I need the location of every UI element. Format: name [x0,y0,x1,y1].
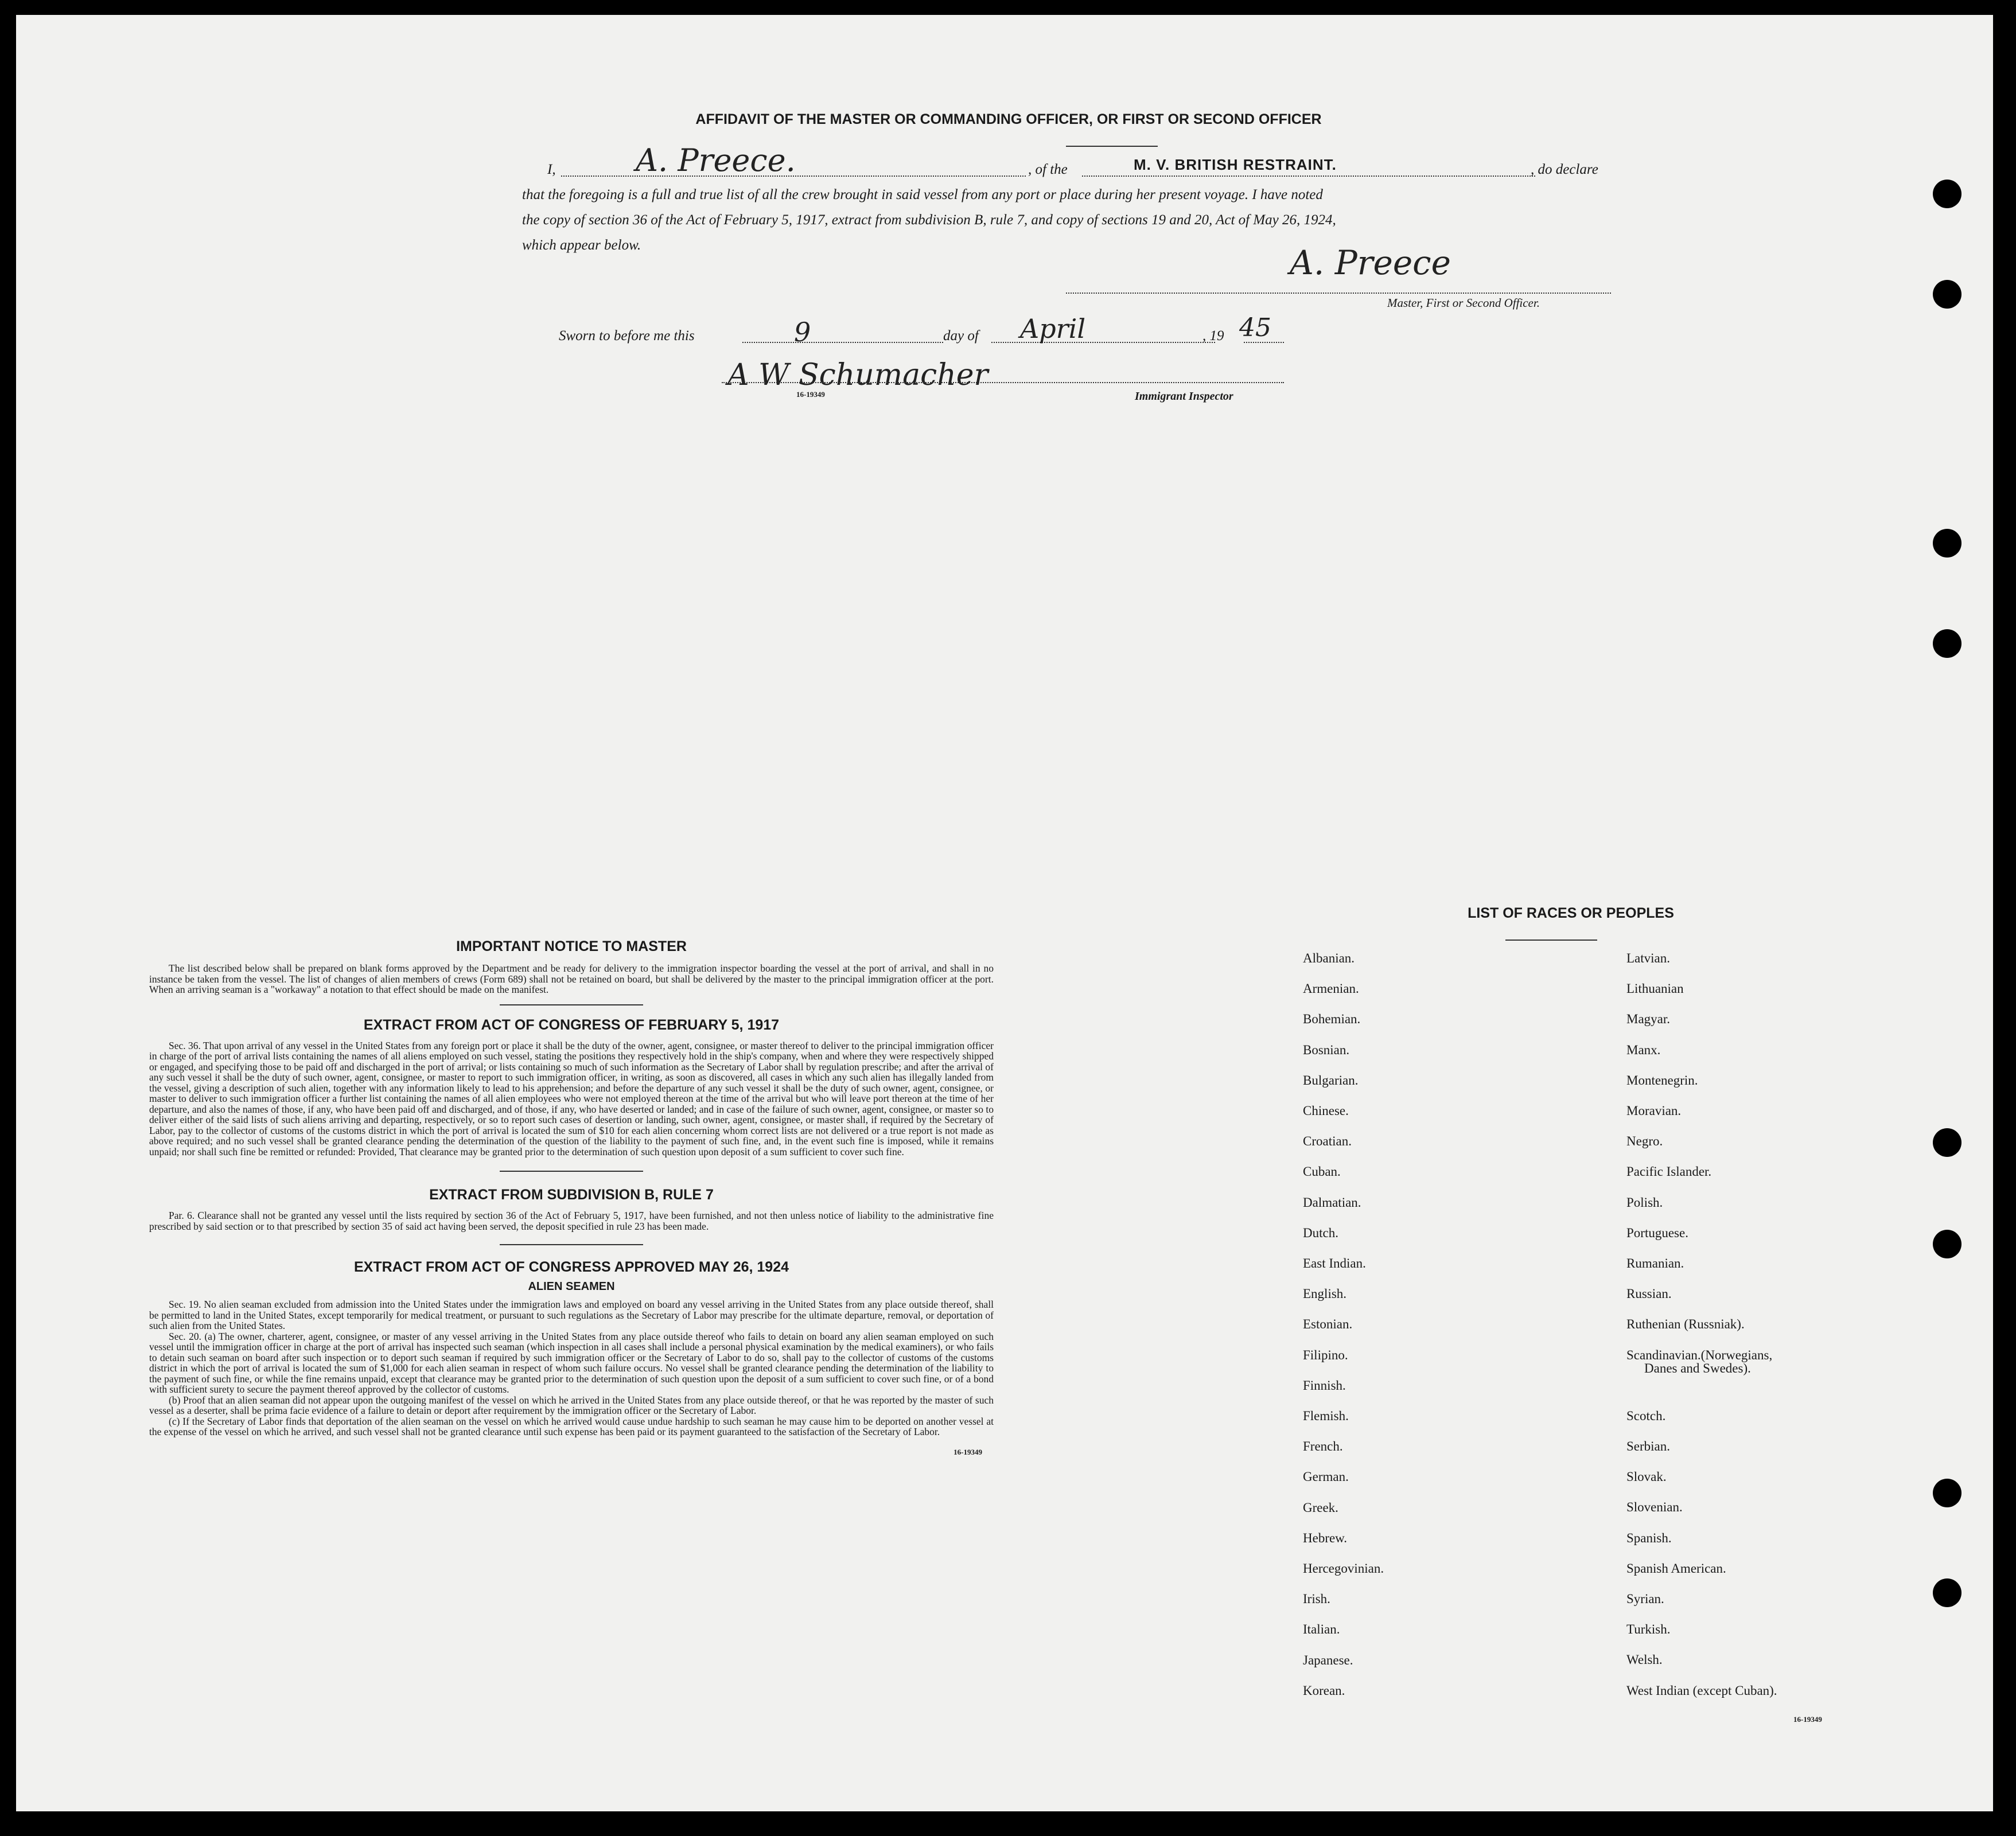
race-item: Filipino. [1303,1347,1348,1362]
race-item: Danes and Swedes). [1644,1361,1751,1375]
race-item: Bosnian. [1303,1042,1350,1057]
notice-title: IMPORTANT NOTICE TO MASTER [456,938,687,954]
race-item: Spanish American. [1626,1561,1726,1576]
race-item: Slovak. [1626,1469,1667,1484]
punch-hole-icon [1933,1479,1961,1507]
race-item: Estonian. [1303,1317,1353,1332]
race-item: Syrian. [1626,1592,1664,1606]
race-item: Armenian. [1303,981,1359,996]
punch-hole-icon [1933,180,1961,208]
punch-hole-icon [1933,1230,1961,1258]
extract-1924-subtitle: ALIEN SEAMEN [528,1280,615,1293]
race-item: Slovenian. [1626,1500,1683,1515]
sworn-year-prefix: , 19 [1202,328,1224,344]
document-page [16,15,1993,1811]
extract-1924-sec20a: Sec. 20. (a) The owner, charterer, agent, consignee, or master of any vessel arriving in the United States from any place outside thereof who fails to detain on board any alien seaman employed on such vessel until the immigration officer in charge at the port of arrival has inspected such seaman (which inspection in all cases shall include a personal physical examination by the medical examiners), or who fails to detain such seaman on board after such inspection or to deport such seaman if required by such immigration officer or the Secretary of Labor to do so, shall pay to the collector of customs of the customs district in which the port of arrival is located the sum of $1,000 for each alien seaman in respect of whom such failure occurs. No vessel shall be granted clearance pending the determination of the liability to the payment of such fine, or while the fine remains unpaid, except that clearance may be granted prior to the determination of such question upon the deposit of a sum sufficient to cover such fine, or of a bond with sufficient surety to secure the payment thereof approved by the collector of customs. [149,1330,994,1395]
race-item: Manx. [1626,1042,1661,1057]
extract-1917-text: Sec. 36. That upon arrival of any vessel in the United States from any foreign port or place it shall be the duty of the owner, agent, consignee, or master thereof to deliver to the principal immigration officer in charge of the port of arrival lists containing the names of all aliens employed on such vessel, stating the positions they respectively hold in the ship's company, when and where they were respectively shipped or engaged, and specifying those to be paid off and discharged in the port of arrival; or lists containing so much of such information as the Secretary of Labor shall by regulation prescribe; and after the arrival of any such vessel it shall be the duty of such owner, agent, consignee, or master to report to such immigration officer, in writing, as soon as discovered, all cases in which any such alien has illegally landed from the vessel, giving a description of such alien, together with any information likely to lead to his apprehension; and before the departure of any such vessel it shall be the duty of such owner, agent, consignee, or master to deliver to such immigration officer a further list containing the names of all alien employees who were not employed thereon at the time of the arrival but who will leave port thereon at the time of her departure, and also the names of those, if any, who have been paid off and discharged, and of those, if any, who have deserted or landed; and in case of the failure of such owner, agent, consignee, or master so to deliver either of the said lists of such aliens arriving and departing, respectively, or so to report such cases of desertion or landing, such owner, agent, consignee, or master shall, if required by the Secretary of Labor, pay to the collector of customs of the customs district in which the port of arrival is located the sum of $10 for each alien concerning whom correct lists are not delivered or a true report is not made as above required; and no such vessel shall be granted clearance pending the determination of the question of the liability to the payment of such fine, and, in the event such fine is imposed, while it remains unpaid; nor shall such fine be remitted or refunded: Provided, That clearance may be granted prior to the determination of such question upon deposit of a sum sufficient to cover such fine. [149,1039,994,1157]
race-item: Flemish. [1303,1409,1349,1423]
race-item: Croatian. [1303,1134,1352,1149]
affidavit-text-line1: that the foregoing is a full and true list of all the crew brought in said vessel from any port or place during her present voyage. I have noted [522,187,1323,202]
race-item: Bohemian. [1303,1012,1361,1027]
race-item: Dutch. [1303,1225,1338,1240]
affidavit-i-label: I, [547,162,556,177]
affidavit-text-line3: which appear below. [522,237,641,253]
race-item: Bulgarian. [1303,1073,1359,1087]
master-signature-handwritten: A. Preece [1290,243,1451,282]
punch-hole-icon [1933,1578,1961,1607]
race-item: French. [1303,1439,1343,1454]
notice-text: The list described below shall be prepared on blank forms approved by the Department and be ready for delivery to the immigration inspector boarding the vessel at the port of arrival, and shall in no instance be taken from the vessel. The list of changes of alien members of crews (Form 689) shall not be retained on board, but shall be delivered by the master to the principal immigration officer at the port. When an arriving seaman is a "workaway" a notation to that effect should be made on the manifest. [149,962,994,995]
affidavit-text-line2: the copy of section 36 of the Act of February 5, 1917, extract from subdivision B, rule 7, and copy of sections 19 and 20, Act of May 26, 1924, [522,212,1336,228]
race-item: Italian. [1303,1622,1340,1637]
race-item: Finnish. [1303,1378,1346,1393]
master-name-handwritten: A. Preece. [636,142,796,178]
affidavit-of-the: , of the [1028,162,1068,177]
extract-rule7-text: Par. 6. Clearance shall not be granted any vessel until the lists required by section 36 of the Act of February 5, 1917, have been furnished, and not then unless notice of liability to the administrative fine prescribed by said section or to that prescribed by section 35 of said act having been served, the deposit specified in rule 23 has been made. [149,1210,994,1232]
punch-hole-icon [1933,529,1961,558]
affidavit-do-declare: , do declare [1531,162,1598,177]
race-item: Greek. [1303,1500,1338,1515]
race-item: Spanish. [1626,1530,1672,1545]
race-item: Hercegovinian. [1303,1561,1384,1576]
punch-hole-icon [1933,629,1961,658]
race-item: Scandinavian.(Norwegians, [1626,1347,1773,1362]
race-item: Serbian. [1626,1439,1671,1453]
sworn-prefix: Sworn to before me this [559,328,695,344]
race-item: Polish. [1626,1195,1663,1210]
race-item: Scotch. [1626,1408,1666,1423]
race-item: German. [1303,1469,1349,1484]
extract-1924-sec19: Sec. 19. No alien seaman excluded from admission into the United States under the immigration laws and employed on board any vessel arriving in the United States from any place outside thereof, shall be permitted to land in the United States, except temporarily for medical treatment, or pursuant to such regulations as the Secretary of Labor may prescribe for the ultimate departure, removal, or deportation of such alien from the United States. [149,1299,994,1331]
race-item: Portuguese. [1626,1225,1688,1240]
affidavit-title: AFFIDAVIT OF THE MASTER OR COMMANDING OFFICER, OR FIRST OR SECOND OFFICER [695,111,1322,127]
race-item: Rumanian. [1626,1256,1684,1270]
punch-hole-icon [1933,280,1961,309]
sworn-month-handwritten: April [1020,313,1086,344]
race-item: Dalmatian. [1303,1195,1361,1210]
race-item: Chinese. [1303,1104,1349,1118]
race-item: Irish. [1303,1592,1330,1607]
sworn-year-handwritten: 45 [1239,313,1271,342]
sworn-day-handwritten: 9 [794,317,811,348]
extract-1917-title: EXTRACT FROM ACT OF CONGRESS OF FEBRUARY 5, 1917 [363,1016,780,1033]
extract-1924-form-number: 16-19349 [953,1447,982,1456]
race-item: Hebrew. [1303,1530,1348,1545]
race-item: Russian. [1626,1287,1672,1301]
legal-notice-column [149,938,994,1457]
signature-caption: Master, First or Second Officer. [1387,296,1540,310]
race-item: Turkish. [1626,1622,1671,1637]
affidavit-form-number: 16-19349 [796,390,825,399]
vessel-name: M. V. BRITISH RESTRAINT. [1134,156,1337,173]
race-item: Ruthenian (Russniak). [1626,1317,1745,1332]
race-item: Negro. [1626,1134,1663,1149]
races-form-number: 16-19349 [1793,1715,1822,1724]
race-item: English. [1303,1287,1347,1301]
extract-1924-sec20b: (b) Proof that an alien seaman did not appear upon the outgoing manifest of the vessel on which he arrived in the United States from any place outside thereof, or that he was reported by the master of such vessel as a deserter, shall be prima facie evidence of a failure to detain or deport after requirement by the immigration officer or the Secretary of Labor. [149,1394,994,1416]
inspector-signature-handwritten: A W Schumacher [727,358,988,392]
sworn-day-of: day of [943,328,979,344]
race-item: East Indian. [1303,1256,1366,1270]
extract-rule7-title: EXTRACT FROM SUBDIVISION B, RULE 7 [429,1187,714,1203]
race-item: Lithuanian [1626,981,1684,996]
punch-hole-icon [1933,1128,1961,1157]
race-item: Japanese. [1303,1652,1353,1667]
inspector-caption: Immigrant Inspector [1135,390,1233,403]
race-item: Korean. [1303,1683,1345,1698]
race-item: Montenegrin. [1626,1073,1698,1087]
race-item: West Indian (except Cuban). [1626,1683,1777,1698]
race-item: Albanian. [1303,951,1355,965]
race-item: Welsh. [1626,1652,1663,1667]
extract-1924-sec20c: (c) If the Secretary of Labor finds that deportation of the alien seaman on the vessel on which he arrived would cause undue hardship to such seaman he may cause him to be deported on another vessel at the expense of the vessel on which he arrived, and such vessel shall not be granted clearance until such expense has been paid or its payment guaranteed to the satisfaction of the Secretary of Labor. [149,1415,994,1437]
race-item: Cuban. [1303,1164,1341,1179]
race-item: Pacific Islander. [1626,1164,1712,1179]
extract-1924-title: EXTRACT FROM ACT OF CONGRESS APPROVED MAY 26, 1924 [353,1259,789,1275]
race-item: Moravian. [1626,1104,1682,1118]
races-title: LIST OF RACES OR PEOPLES [1468,905,1674,921]
race-item: Latvian. [1626,951,1670,965]
race-item: Magyar. [1626,1012,1671,1027]
